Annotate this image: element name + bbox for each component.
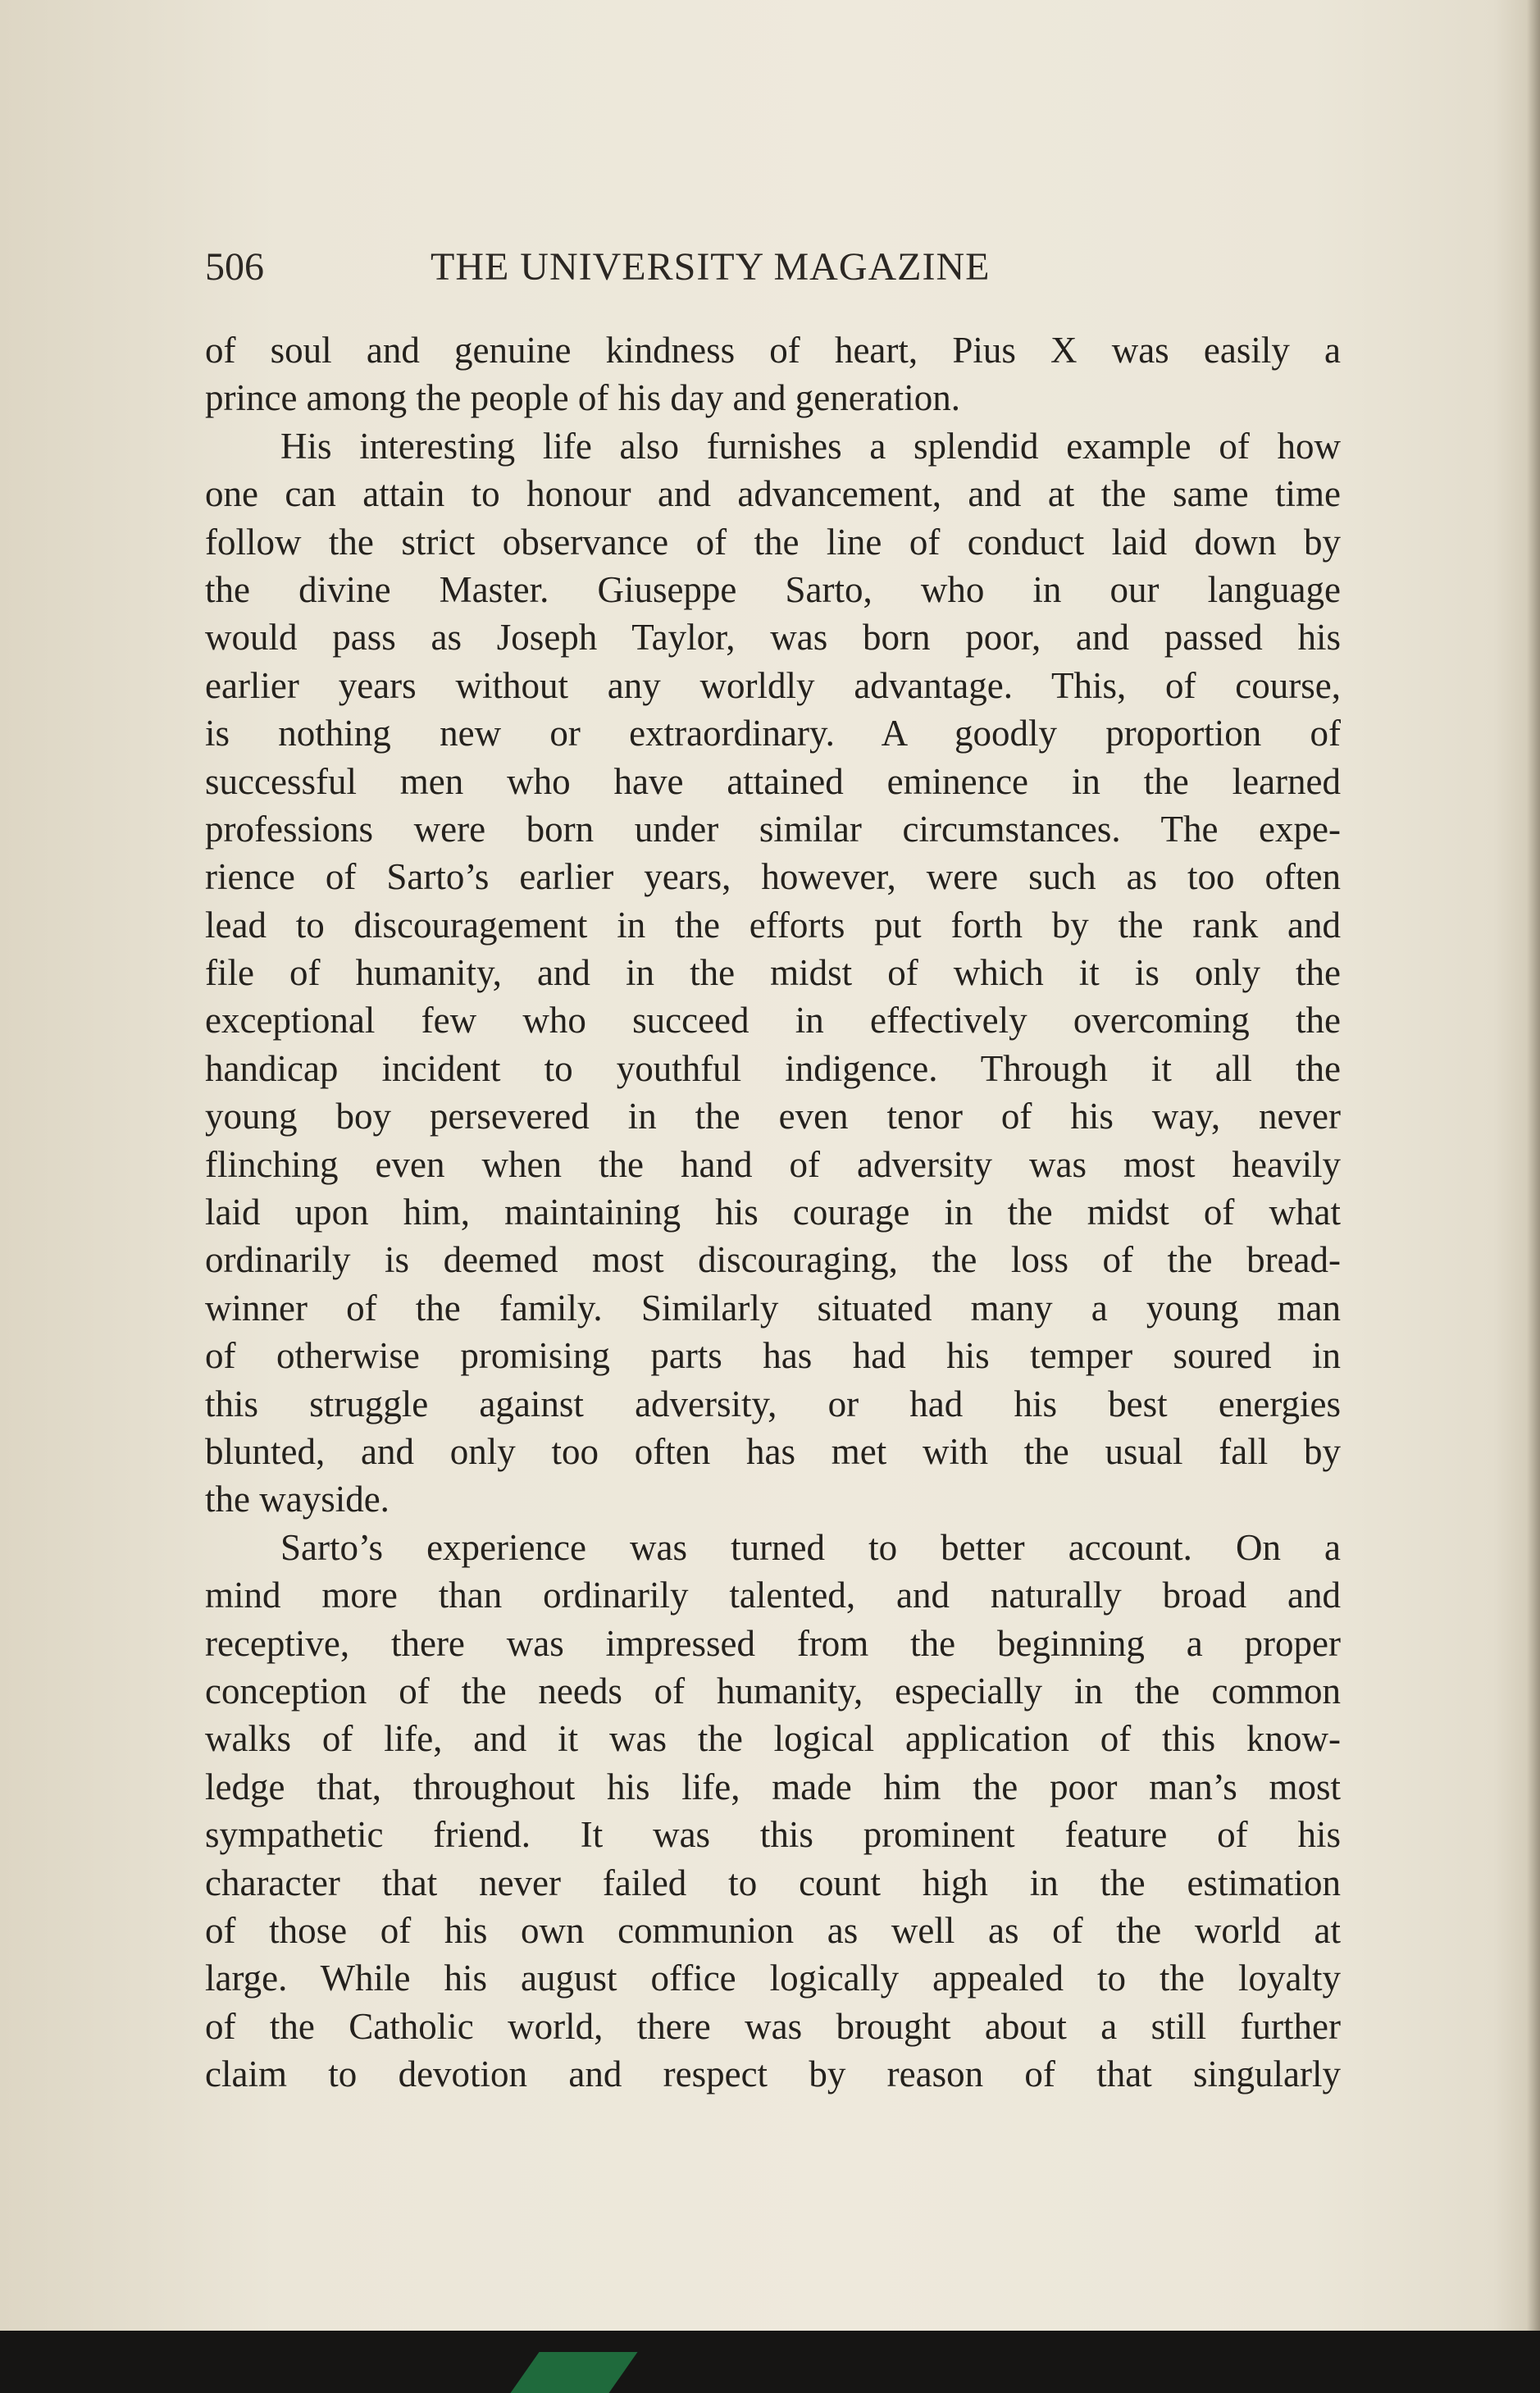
text-line: the wayside. bbox=[205, 1479, 390, 1520]
text-line: character that never failed to count high in the estimation bbox=[205, 1862, 1341, 1903]
text-line: large. While his august office logically appealed to the loyalty bbox=[205, 1958, 1341, 1999]
text-line: ledge that, throughout his life, made him the poor man’s most bbox=[205, 1766, 1341, 1807]
text-line: laid upon him, maintaining his courage in the midst of what bbox=[205, 1192, 1341, 1233]
text-line: file of humanity, and in the midst of which it is only the bbox=[205, 952, 1341, 994]
text-line: blunted, and only too often has met with the usual fall by bbox=[205, 1430, 1341, 1472]
page-header bbox=[205, 244, 1353, 294]
text-line: winner of the family. Similarly situated many a young man bbox=[205, 1287, 1341, 1329]
text-line: of the Catholic world, there was brought about a still further bbox=[205, 2005, 1341, 2047]
text-line: exceptional few who succeed in effectively overcoming the bbox=[205, 1000, 1341, 1042]
text-line: ordinarily is deemed most discouraging, the loss of the bread- bbox=[205, 1239, 1341, 1281]
text-line: flinching even when the hand of adversity was most heavily bbox=[205, 1143, 1341, 1185]
text-line: professions were born under similar circumstances. The expe- bbox=[205, 808, 1341, 850]
text-line: would pass as Joseph Taylor, was born poor, and passed his bbox=[205, 617, 1341, 659]
text-line: Sarto’s experience was turned to better account. On a bbox=[280, 1526, 1341, 1568]
scan-bottom-edge bbox=[0, 2331, 1540, 2393]
text-line: the divine Master. Giuseppe Sarto, who in our language bbox=[205, 568, 1341, 610]
page-number: 506 bbox=[205, 245, 264, 289]
text-line: of those of his own communion as well as of the world at bbox=[205, 1909, 1341, 1951]
text-line: receptive, there was impressed from the beginning a proper bbox=[205, 1622, 1341, 1664]
text-line: rience of Sarto’s earlier years, however, were such as too often bbox=[205, 856, 1341, 898]
body-text bbox=[205, 326, 1341, 2098]
text-line: of otherwise promising parts has had his temper soured in bbox=[205, 1335, 1341, 1377]
text-line: handicap incident to youthful indigence. Through it all the bbox=[205, 1047, 1341, 1089]
text-line: His interesting life also furnishes a splendid example of how bbox=[280, 425, 1341, 467]
text-line: mind more than ordinarily talented, and naturally broad and bbox=[205, 1575, 1341, 1616]
text-line: young boy persevered in the even tenor of his way, never bbox=[205, 1096, 1341, 1137]
binding-shadow bbox=[1527, 0, 1540, 2393]
text-line: earlier years without any worldly advantage. This, of course, bbox=[205, 664, 1341, 706]
text-line: claim to devotion and respect by reason of that singularly bbox=[205, 2053, 1341, 2095]
text-line: sympathetic friend. It was this prominent feature of his bbox=[205, 1814, 1341, 1856]
text-line: conception of the needs of humanity, especially in the common bbox=[205, 1670, 1341, 1712]
text-line: follow the strict observance of the line of conduct laid down by bbox=[205, 521, 1341, 563]
text-line: prince among the people of his day and generation. bbox=[205, 377, 960, 419]
text-line: this struggle against adversity, or had his best energies bbox=[205, 1383, 1341, 1424]
text-line: successful men who have attained eminence in the learned bbox=[205, 760, 1341, 802]
text-line: lead to discouragement in the efforts put forth by the rank and bbox=[205, 904, 1341, 946]
text-line: one can attain to honour and advancement, and at the same time bbox=[205, 473, 1341, 515]
running-title: THE UNIVERSITY MAGAZINE bbox=[431, 245, 991, 289]
text-line: is nothing new or extraordinary. A goodly proportion of bbox=[205, 713, 1341, 754]
text-line: of soul and genuine kindness of heart, Pius X was easily a bbox=[205, 330, 1341, 371]
text-line: walks of life, and it was the logical application of this know- bbox=[205, 1718, 1341, 1760]
